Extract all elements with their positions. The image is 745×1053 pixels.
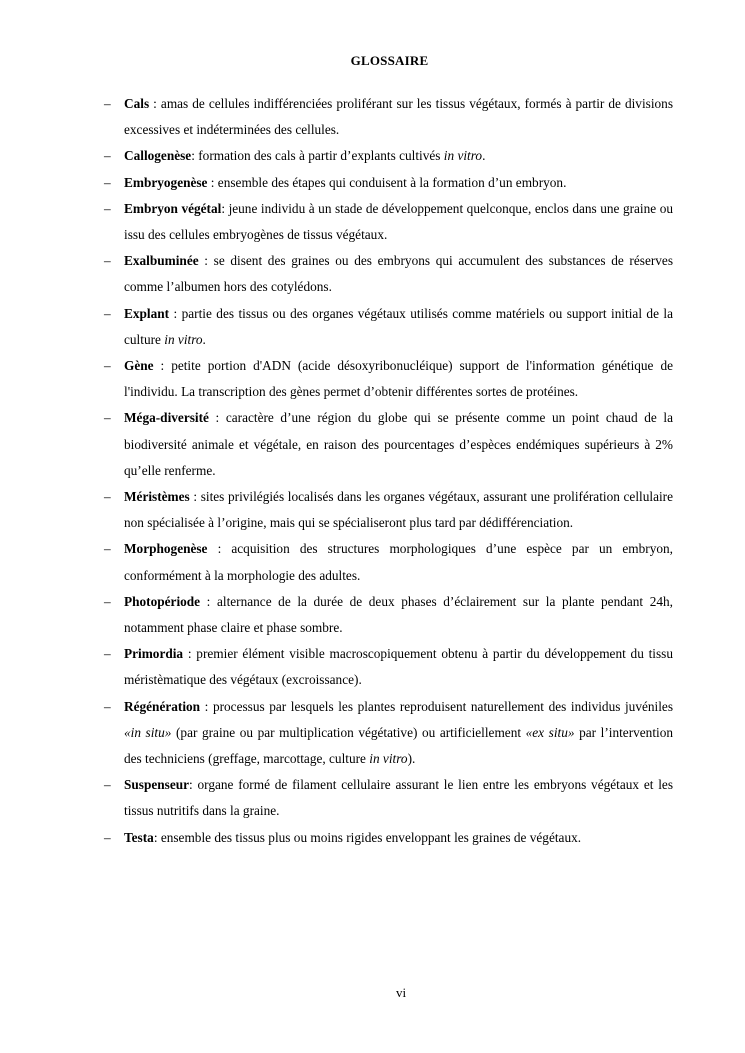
definition-text: : jeune individu à un stade de développement quelconque, enclos dans une graine ou issu des cellules embryogènes de tissus végétaux. <box>124 200 673 243</box>
glossary-entry <box>104 694 673 773</box>
glossary-entry <box>104 143 673 169</box>
definition-text: : amas de cellules indifférenciées proliférant sur les tissus végétaux, formés à partir de divisions excessives et indéterminées des cellules. <box>124 96 673 138</box>
glossary-term: Morphogenèse <box>124 541 208 557</box>
definition-text: . <box>482 148 486 164</box>
glossary-term: Cals <box>124 96 150 111</box>
glossary-definition <box>191 148 485 163</box>
definition-italic-text: in vitro <box>164 331 203 347</box>
bullet-dash: – <box>104 253 111 269</box>
definition-text: : formation des cals à partir d’explants cultivés <box>191 148 444 164</box>
glossary-entry <box>104 536 673 588</box>
bullet-dash: – <box>104 148 111 164</box>
glossary-definition <box>124 253 673 294</box>
bullet-dash: – <box>104 646 111 662</box>
glossary-term: Photopériode <box>124 593 201 609</box>
glossary-entry <box>104 248 673 300</box>
glossary-term: Primordia <box>124 646 184 662</box>
bullet-dash: – <box>104 777 111 793</box>
definition-italic-text: «ex situ» <box>525 724 575 740</box>
glossary-term: Méga-diversité <box>124 410 209 426</box>
definition-text: (par graine ou par multiplication végétative) ou artificiellement <box>171 724 526 740</box>
glossary-entry <box>104 91 673 143</box>
glossary-definition <box>124 358 673 399</box>
definition-italic-text: in vitro <box>443 148 483 164</box>
definition-text: : acquisition des structures morphologiques d’une espèce par un embryon, conformément à la morphologie des adultes. <box>124 541 673 583</box>
bullet-dash: – <box>104 410 111 426</box>
glossary-definition <box>124 306 673 347</box>
glossary-definition <box>124 541 673 582</box>
definition-text: : premier élément visible macroscopiquement obtenu à partir du développement du tissu méristèmatique des végétaux (excroissance). <box>124 646 673 688</box>
definition-italic-text: in vitro <box>369 751 408 767</box>
glossary-definition <box>124 699 673 766</box>
definition-text: par l’intervention des techniciens (greffage, marcottage, culture <box>124 724 674 767</box>
definition-text: : ensemble des tissus plus ou moins rigides enveloppant les graines de végétaux. <box>153 829 582 845</box>
glossary-definition <box>124 594 673 635</box>
bullet-dash: – <box>104 200 111 216</box>
glossary-definition <box>154 830 581 845</box>
glossary-definition <box>207 175 566 190</box>
definition-text: : se disent des graines ou des embryons qui accumulent des substances de réserves comme l’albumen hors des cotylédons. <box>124 253 673 295</box>
glossary-entry <box>104 772 673 824</box>
bullet-dash: – <box>104 593 111 609</box>
definition-italic-text: «in situ» <box>124 724 172 740</box>
bullet-dash: – <box>104 541 111 557</box>
glossary-list <box>104 91 673 851</box>
glossary-term: Exalbuminée <box>124 253 199 269</box>
glossary-term: Embryogenèse <box>124 174 208 190</box>
definition-text: : caractère d’une région du globe qui se présente comme un point chaud de la biodiversité animale et végétale, en raison des pourcentages d’espèces endémiques supérieurs à 2% qu’elle renferme. <box>124 410 673 478</box>
glossary-definition <box>124 96 673 137</box>
definition-text: : partie des tissus ou des organes végétaux utilisés comme matériels ou support initial de la culture <box>124 305 673 347</box>
glossary-term: Régénération <box>124 698 201 714</box>
definition-text: : organe formé de filament cellulaire assurant le lien entre les embryons végétaux et les tissus nutritifs dans la graine. <box>124 777 673 819</box>
definition-text: ). <box>407 751 416 767</box>
definition-text: : petite portion d'ADN (acide désoxyribonucléique) support de l'information génétique de l'individu. La transcription des gènes permet d’obtenir différentes sortes de protéines. <box>124 358 673 400</box>
glossary-definition <box>124 646 673 687</box>
definition-text: : processus par lesquels les plantes reproduisent naturellement des individus juvéniles <box>200 698 673 714</box>
bullet-dash: – <box>104 96 111 111</box>
glossary-entry <box>104 353 673 405</box>
definition-text: : ensemble des étapes qui conduisent à la formation d’un embryon. <box>207 174 567 190</box>
glossary-term: Callogenèse <box>124 148 192 164</box>
bullet-dash: – <box>104 829 111 845</box>
definition-text: . <box>202 331 206 347</box>
glossary-entry <box>104 170 673 196</box>
glossary-definition <box>124 489 673 530</box>
glossary-entry <box>104 825 673 851</box>
bullet-dash: – <box>104 489 111 505</box>
bullet-dash: – <box>104 698 111 714</box>
bullet-dash: – <box>104 305 111 321</box>
glossary-entry <box>104 301 673 353</box>
glossary-entry <box>104 405 673 484</box>
glossary-term: Méristèmes <box>124 489 190 505</box>
glossary-entry <box>104 589 673 641</box>
bullet-dash: – <box>104 358 111 374</box>
glossary-entry <box>104 196 673 248</box>
bullet-dash: – <box>104 174 111 190</box>
page-number: vi <box>395 985 407 1000</box>
glossary-term: Gène <box>124 358 154 374</box>
glossary-entry <box>104 484 673 536</box>
glossary-entry <box>104 641 673 693</box>
glossary-term: Testa <box>124 829 154 845</box>
definition-text: : alternance de la durée de deux phases d’éclairement sur la plante pendant 24h, notamment phase claire et phase sombre. <box>124 593 673 636</box>
definition-text: : sites privilégiés localisés dans les organes végétaux, assurant une prolifération cellulaire non spécialisée à l’origine, mais qui se spécialiseront plus tard par dédifférenciation. <box>124 489 673 531</box>
glossary-term: Explant <box>124 305 170 321</box>
page-title: GLOSSAIRE <box>350 53 429 68</box>
glossary-definition <box>124 777 673 818</box>
glossary-term: Suspenseur <box>124 777 190 793</box>
glossary-term: Embryon végétal <box>124 200 222 216</box>
